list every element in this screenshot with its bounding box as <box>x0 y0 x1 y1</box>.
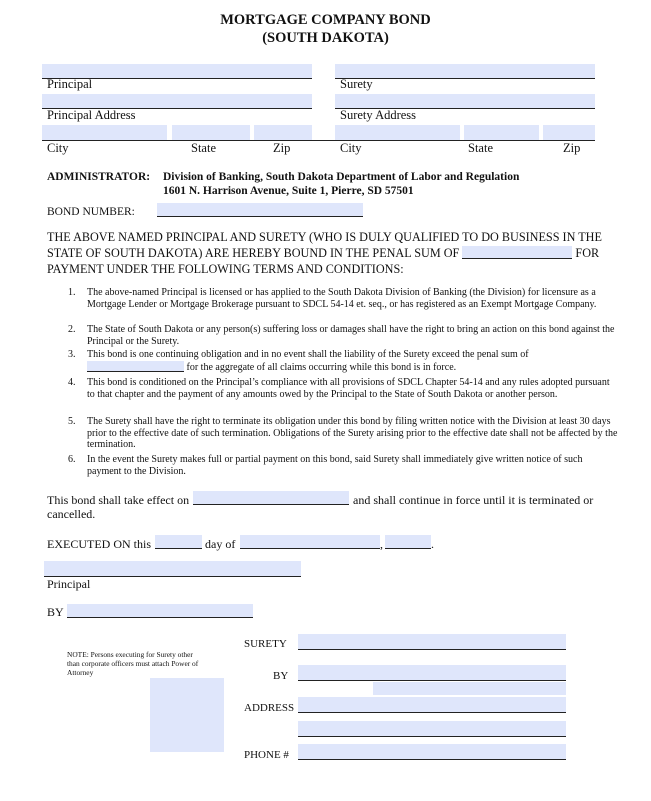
principal-signature-field[interactable] <box>44 561 301 577</box>
clause-3 <box>68 349 618 373</box>
principal-state-field[interactable] <box>172 125 250 140</box>
surety-state-field[interactable] <box>464 125 539 140</box>
principal-zip-label: Zip <box>273 141 291 155</box>
preamble <box>47 229 607 277</box>
power-of-attorney-note: NOTE: Persons executing for Surety other than corporate officers must attach Power of Attorney <box>67 650 199 677</box>
clause-number: 4. <box>68 377 76 388</box>
form-subtitle: (SOUTH DAKOTA) <box>262 30 389 46</box>
clause-text: The State of South Dakota or any person(s) suffering loss or damages shall have the right to bring an action on this bond against the Principal or the Surety. <box>87 324 615 347</box>
day-of-label: day of <box>205 537 236 551</box>
clause-text <box>87 349 618 373</box>
surety-address-field[interactable] <box>335 94 595 109</box>
clause-number: 6. <box>68 454 76 465</box>
bond-number-label: BOND NUMBER: <box>47 206 135 218</box>
principal-state-label: State <box>191 141 216 155</box>
executed-comma: , <box>380 537 383 551</box>
surety-address-sig-label: ADDRESS <box>244 702 295 714</box>
administrator-line1: Division of Banking, South Dakota Department of Labor and Regulation <box>163 171 520 183</box>
clause-number: 1. <box>68 287 76 298</box>
surety-city-label: City <box>340 141 362 155</box>
clause-text: The above-named Principal is licensed or has applied to the South Dakota Division of Banking (the Division) for licensure as a Mortgage Lender or Mortgage Brokerage pursuant to SDCL 54-14 et. seq., or has registered as an Exempt Mortgage Company. <box>87 287 597 310</box>
surety-title-field[interactable] <box>373 682 566 695</box>
by-label: BY <box>47 605 64 619</box>
principal-by-field[interactable] <box>67 604 253 618</box>
surety-field[interactable] <box>335 64 595 79</box>
surety-zip-field[interactable] <box>543 125 595 140</box>
clause-6 <box>68 454 618 477</box>
liability-sum-field[interactable] <box>87 361 184 372</box>
surety-address-line2[interactable] <box>298 721 566 737</box>
clause-4 <box>68 377 618 400</box>
principal-zip-field[interactable] <box>254 125 312 140</box>
principal-label: Principal <box>47 77 93 91</box>
surety-label: Surety <box>340 77 373 91</box>
clause-text-b: for the aggregate of all claims occurring while this bond is in force. <box>186 361 457 373</box>
surety-by-field[interactable] <box>298 665 566 681</box>
preamble-text: THE ABOVE NAMED PRINCIPAL AND SURETY (WHO IS DULY QUALIFIED TO DO BUSINESS IN THE STATE OF SOUTH DAKOTA) ARE HEREBY BOUND IN THE PENAL SUM OF <box>47 230 602 260</box>
clause-number: 3. <box>68 349 76 360</box>
surety-zip-label: Zip <box>563 141 581 155</box>
principal-signature-label: Principal <box>47 577 91 591</box>
phone-field[interactable] <box>298 744 566 760</box>
surety-address-label: Surety Address <box>340 108 417 122</box>
principal-address-label: Principal Address <box>47 108 136 122</box>
administrator-label: ADMINISTRATOR: <box>47 171 151 183</box>
effect-label: This bond shall take effect on <box>47 493 190 507</box>
executed-label: EXECUTED ON this <box>47 537 151 551</box>
administrator-line2: 1601 N. Harrison Avenue, Suite 1, Pierre, SD 57501 <box>163 185 414 197</box>
surety-state-label: State <box>468 141 493 155</box>
penal-sum-field[interactable] <box>462 246 572 259</box>
executed-period: . <box>431 537 434 551</box>
bond-number-field[interactable] <box>157 203 363 217</box>
clause-number: 5. <box>68 416 76 427</box>
effect-label-cont: and shall continue in force until it is terminated or <box>353 493 594 507</box>
surety-by-label: BY <box>273 670 289 682</box>
clause-text: In the event the Surety makes full or partial payment on this bond, said Surety shall immediately give written notice of such payment to the Division. <box>87 454 583 477</box>
surety-seal-box[interactable] <box>150 678 224 752</box>
principal-city-field[interactable] <box>42 125 167 140</box>
phone-label: PHONE # <box>244 749 289 761</box>
clause-number: 2. <box>68 324 76 335</box>
clause-text-a: This bond is one continuing obligation and in no event shall the liability of the Surety exceed the penal sum of <box>87 349 529 360</box>
clause-text: This bond is conditioned on the Principal’s compliance with all provisions of SDCL Chapter 54-14 and any rules adopted pursuant to that chapter and the payment of any amounts owed by the Principal to the State of South Dakota or another person. <box>87 377 610 400</box>
executed-day-field[interactable] <box>155 535 202 549</box>
principal-city-label: City <box>47 141 69 155</box>
executed-month-field[interactable] <box>240 535 380 549</box>
effective-date-field[interactable] <box>193 491 349 505</box>
form-title: MORTGAGE COMPANY BOND <box>220 12 431 28</box>
principal-address-field[interactable] <box>42 94 312 109</box>
clause-5 <box>68 416 618 451</box>
clause-text: The Surety shall have the right to terminate its obligation under this bond by filing written notice with the Division at least 30 days prior to the effective date of such termination. Obligations of the Surety arising prior to the effective date shall not be affected by the termination. <box>87 416 618 451</box>
clause-2 <box>68 324 618 347</box>
executed-year-field[interactable] <box>385 535 431 549</box>
surety-signature-label: SURETY <box>244 638 287 650</box>
address-rule <box>42 140 595 141</box>
clause-1 <box>68 287 618 310</box>
preamble-text-cont: FOR PAYMENT UNDER THE FOLLOWING TERMS AND CONDITIONS: <box>47 246 600 276</box>
surety-signature-field[interactable] <box>298 634 566 650</box>
surety-city-field[interactable] <box>335 125 460 140</box>
effect-label-end: cancelled. <box>47 507 96 521</box>
surety-address-line1[interactable] <box>298 697 566 713</box>
